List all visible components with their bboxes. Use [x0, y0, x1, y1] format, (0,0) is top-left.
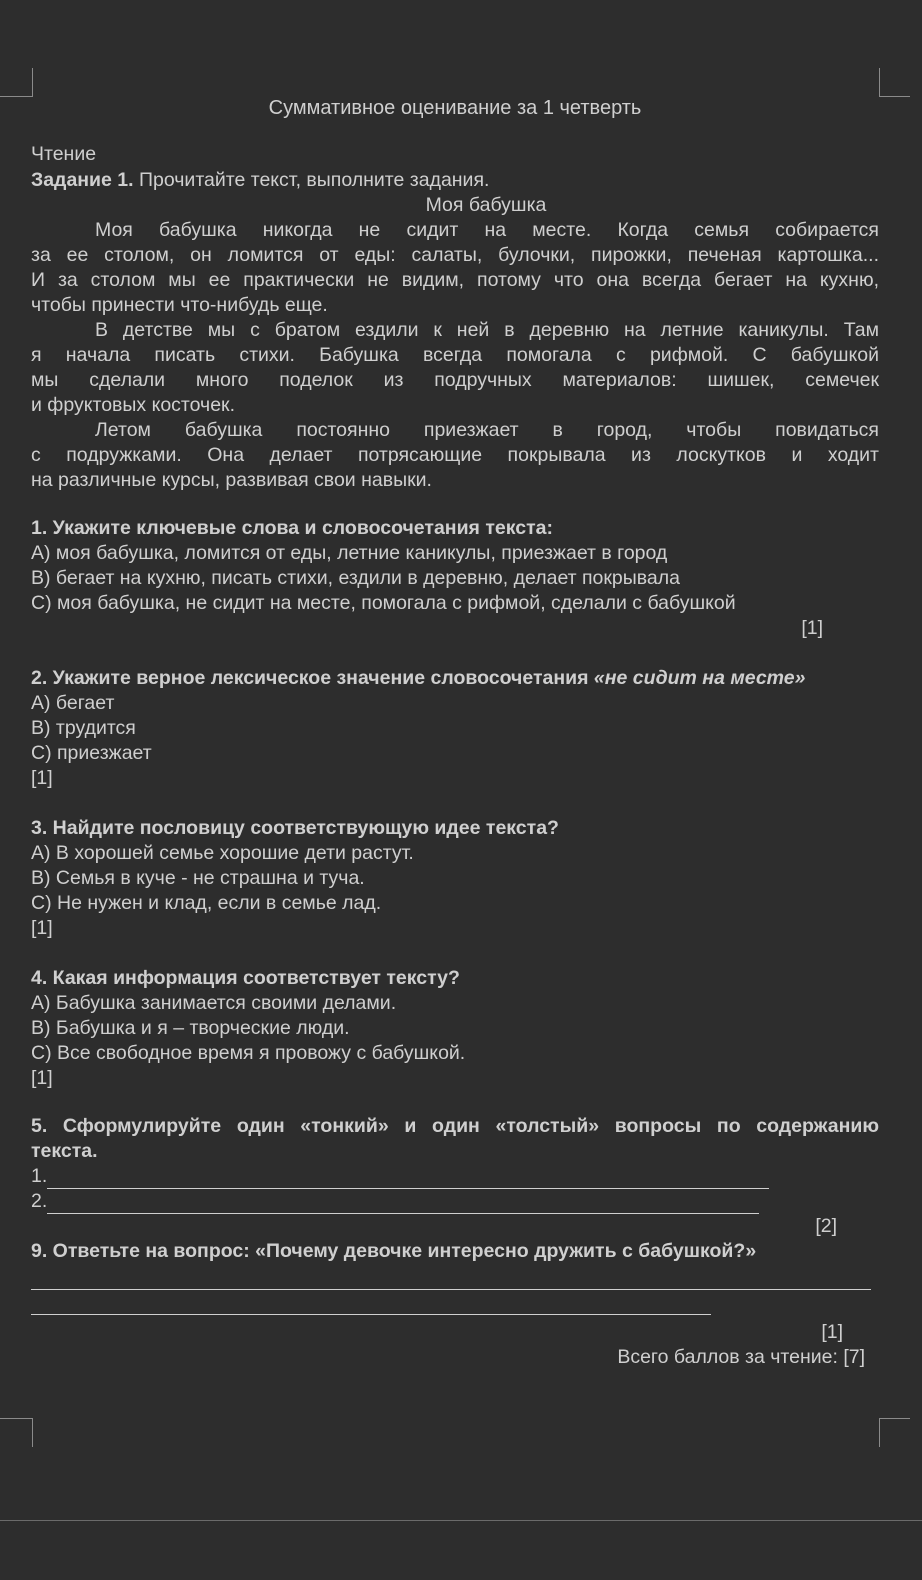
- q2-option-b: В) трудится: [31, 717, 136, 739]
- task-label: Задание 1.: [31, 169, 134, 191]
- q2-option-a: А) бегает: [31, 692, 115, 714]
- story-line: мы сделали много поделок из подручных материалов: шишек, семечек: [31, 369, 879, 391]
- q5-answer-row-2: [31, 1189, 879, 1214]
- total-value: [7]: [843, 1346, 865, 1368]
- q5-blank-1-label: 1.: [31, 1165, 48, 1187]
- q4-option-a: А) Бабушка занимается своими делами.: [31, 992, 397, 1014]
- total-label: Всего баллов за чтение:: [617, 1346, 844, 1368]
- q4-option-c: С) Все свободное время я провожу с бабушкой.: [31, 1042, 466, 1064]
- q4-option-b: В) Бабушка и я – творческие люди.: [31, 1017, 350, 1039]
- story-line: с подружками. Она делает потрясающие покрывала из лоскутков и ходит: [31, 444, 879, 466]
- question-1: 1. Укажите ключевые слова и словосочетания текста:: [31, 517, 553, 539]
- q1-option-b: В) бегает на кухню, писать стихи, ездили в деревню, делает покрывала: [31, 567, 680, 589]
- reading-total: [31, 1345, 865, 1370]
- story-line: Летом бабушка постоянно приезжает в город, чтобы повидаться: [95, 419, 879, 441]
- q4-score: [1]: [31, 1067, 53, 1089]
- question-5-line-1: 5. Сформулируйте один «тонкий» и один «толстый» вопросы по содержанию: [31, 1115, 879, 1137]
- q2-option-c: С) приезжает: [31, 742, 152, 764]
- story-line: чтобы принести что-нибудь еще.: [31, 294, 328, 316]
- q3-option-c: С) Не нужен и клад, если в семье лад.: [31, 892, 382, 914]
- q5-answer-row-1: [31, 1164, 879, 1189]
- q9-answer-line-2[interactable]: [31, 1314, 711, 1315]
- story-line: В детстве мы с братом ездили к ней в деревню на летние каникулы. Там: [95, 319, 879, 341]
- q3-option-a: А) В хорошей семье хорошие дети растут.: [31, 842, 414, 864]
- story-line: на различные курсы, развивая свои навыки.: [31, 469, 432, 491]
- q1-option-c: С) моя бабушка, не сидит на месте, помогала с рифмой, сделали с бабушкой: [31, 592, 736, 614]
- task-line: [31, 168, 879, 193]
- section-heading: Чтение: [31, 143, 97, 165]
- task-text: Прочитайте текст, выполните задания.: [139, 169, 490, 191]
- question-4: 4. Какая информация соответствует тексту?: [31, 967, 460, 989]
- q3-score: [1]: [31, 917, 53, 939]
- q1-option-a: А) моя бабушка, ломится от еды, летние каникулы, приезжает в город: [31, 542, 668, 564]
- question-5-line-2: текста.: [31, 1140, 98, 1162]
- q9-score: [1]: [821, 1321, 843, 1343]
- q2-question-phrase: «не сидит на месте»: [593, 667, 806, 689]
- page-bottom-divider: [0, 1520, 922, 1521]
- question-2: [31, 666, 879, 691]
- question-9: 9. Ответьте на вопрос: «Почему девочке интересно дружить с бабушкой?»: [31, 1240, 757, 1262]
- story-line: И за столом мы ее практически не видим, потому что она всегда бегает на кухню,: [31, 269, 879, 291]
- story-line: за ее столом, он ломится от еды: салаты, булочки, пирожки, печеная картошка...: [31, 244, 879, 266]
- page-title: Суммативное оценивание за 1 четверть: [268, 97, 642, 119]
- crop-mark-top-left: [0, 68, 33, 97]
- story-line: я начала писать стихи. Бабушка всегда помогала с рифмой. С бабушкой: [31, 344, 879, 366]
- crop-mark-bottom-left: [0, 1418, 33, 1447]
- q5-score: [2]: [815, 1215, 837, 1237]
- q2-score: [1]: [31, 767, 53, 789]
- story-line: Моя бабушка никогда не сидит на месте. Когда семья собирается: [95, 219, 879, 241]
- story-title: Моя бабушка: [425, 194, 547, 216]
- q2-question-text: 2. Укажите верное лексическое значение словосочетания: [31, 667, 594, 689]
- q5-answer-field-1[interactable]: [47, 1169, 769, 1189]
- q5-answer-field-2[interactable]: [47, 1194, 759, 1214]
- q3-option-b: В) Семья в куче - не страшна и туча.: [31, 867, 365, 889]
- q9-answer-line-1[interactable]: [31, 1289, 871, 1290]
- q5-blank-2-label: 2.: [31, 1190, 48, 1212]
- q1-score: [1]: [801, 617, 823, 639]
- crop-mark-top-right: [879, 68, 910, 97]
- crop-mark-bottom-right: [879, 1418, 910, 1447]
- story-line: и фруктовых косточек.: [31, 394, 236, 416]
- question-3: 3. Найдите пословицу соответствующую идее текста?: [31, 817, 559, 839]
